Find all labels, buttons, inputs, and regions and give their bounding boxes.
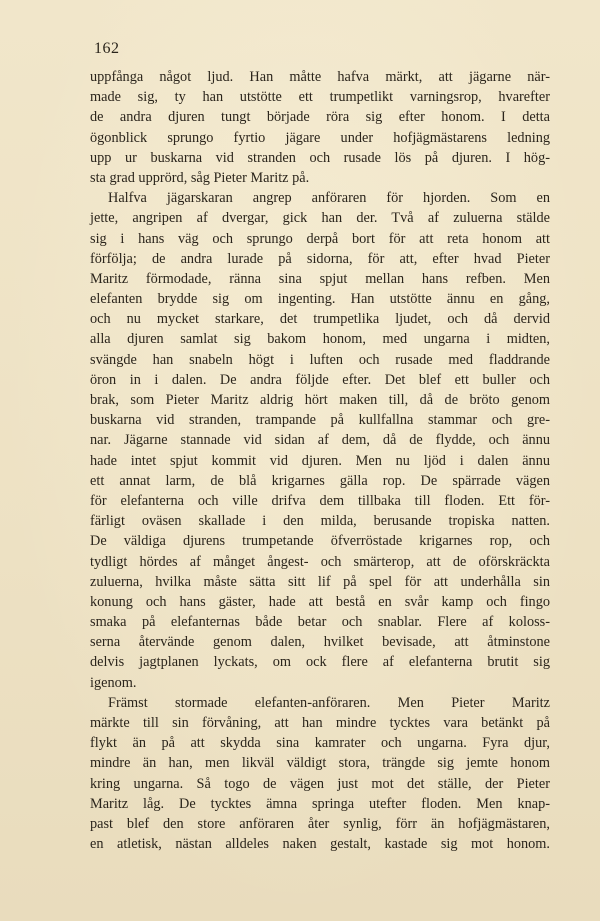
- page-number: 162: [94, 40, 120, 57]
- text-line: märkte till sin förvåning, att han mindre tycktes vara betänkt på: [90, 715, 550, 731]
- text-line: jette, angripen af dvergar, gick han der. Två af zuluerna stälde: [90, 210, 550, 227]
- text-line: svängde han snabeln högt i luften och rusade med fladdrande: [90, 351, 550, 368]
- text-line: De väldiga djurens trumpetande öfverröstade krigarnes rop, och: [90, 533, 550, 550]
- text-line: öron in i dalen. De andra följde efter. Det blef ett buller och: [90, 371, 550, 388]
- paragraph: [90, 188, 550, 693]
- text-line: kring ungarna. Så togo de vägen just mot det ställe, der Pieter: [90, 775, 550, 792]
- text-line: mindre än han, men likväl väldigt stora, trängde sig jemte honom: [90, 755, 550, 772]
- text-line: upp ur buskarna vid stranden och rusade lös på djuren. I hög-: [90, 149, 550, 166]
- text-line: brak, som Pieter Maritz aldrig hört maken till, då de bröto genom: [90, 392, 550, 408]
- text-line: made sig, ty han utstötte ett trumpetlikt varningsrop, hvarefter: [90, 89, 550, 106]
- text-line: igenom.: [90, 674, 137, 691]
- text-line: uppfånga något ljud. Han måtte hafva märkt, att jägarne när-: [90, 69, 550, 85]
- text-line: alla djuren samlat sig bakom honom, med ungarna i midten,: [90, 331, 550, 348]
- text-line: ett annat larm, de blå krigarnes gälla rop. De spärrade vägen: [90, 472, 550, 489]
- text-line: en atletisk, nästan alldeles naken gestalt, kastade sig mot honom.: [90, 836, 550, 853]
- body-text: [90, 67, 550, 854]
- text-line: sig i hans väg och sprungo derpå bort för att reta honom att: [90, 230, 550, 247]
- text-line: elefanten brydde sig om ingenting. Han utstötte ännu en gång,: [90, 291, 550, 308]
- text-line: zuluerna, hvilka måste sätta sitt lif på spel för att underhålla sin: [90, 573, 550, 590]
- text-line: de andra djuren tungt började röra sig efter honom. I detta: [90, 109, 550, 126]
- text-line: ögonblick sprungo fyrtio jägare under hofjägmästarens ledning: [90, 129, 550, 146]
- text-line: för elefanterna och ville drifva dem tillbaka till floden. Ett för-: [90, 492, 550, 509]
- text-line: serna återvände genom dalen, hvilket bevisade, att åtminstone: [90, 634, 550, 651]
- text-line: buskarna vid stranden, trampande på kullfallna stammar och gre-: [90, 412, 550, 429]
- text-line: hade intet spjut kommit vid djuren. Men nu ljöd i dalen ännu: [90, 452, 550, 469]
- text-line: Maritz låg. De tycktes ämna springa utefter floden. Men knap-: [90, 795, 550, 812]
- text-line: smaka på elefanternas både betar och snablar. Flere af koloss-: [90, 614, 550, 631]
- text-line: nar. Jägarne stannade vid sidan af dem, då de flydde, och ännu: [90, 432, 550, 449]
- text-line: Halfva jägarskaran angrep anföraren för hjorden. Som en: [108, 190, 550, 207]
- text-line: sta grad upprörd, såg Pieter Maritz på.: [90, 169, 310, 186]
- text-line: konung och hans gäster, hade att bestå en svår kamp och fingo: [90, 593, 550, 610]
- text-line: Maritz förmodade, ränna sina spjut mellan hans refben. Men: [90, 270, 550, 287]
- text-line: Främst stormade elefanten-anföraren. Men Pieter Maritz: [108, 694, 550, 711]
- text-line: förfölja; de andra lurade på sidorna, för att, efter hvad Pieter: [90, 250, 550, 267]
- text-line: och nu mycket starkare, det trumpetlika ljudet, och då dervid: [90, 311, 550, 328]
- text-line: delvis jagtplanen lyckats, om ock flere af elefanterna brutit sig: [90, 654, 550, 671]
- text-line: tydligt hördes af månget ångest- och smärterop, att de oförskräckta: [90, 553, 550, 570]
- paragraph: [90, 693, 550, 855]
- text-line: flykt än på att skydda sina kamrater och ungarna. Fyra djur,: [90, 735, 550, 752]
- text-line: färligt oväsen skallade i den milda, berusande tropiska natten.: [90, 513, 550, 530]
- text-line: past blef den store anföraren åter synlig, förr än hofjägmästaren,: [90, 815, 550, 832]
- paragraph: [90, 67, 550, 188]
